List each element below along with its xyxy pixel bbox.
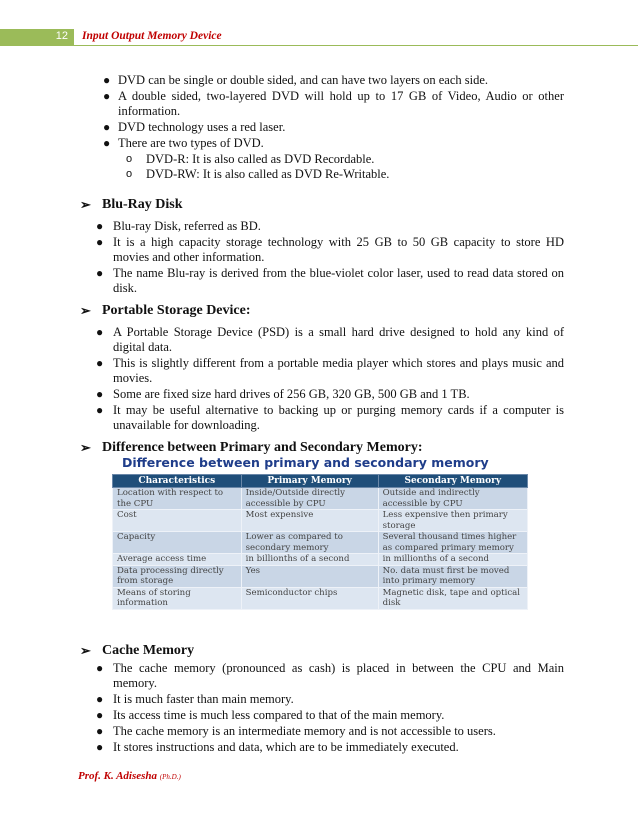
table-cell: Location with respect to the CPU	[113, 488, 242, 510]
table-title: Difference between primary and secondary memory	[122, 455, 489, 470]
list-item: ● The cache memory is an intermediate memory and is not accessible to users.	[96, 724, 496, 738]
table-cell: Data processing directly from storage	[113, 565, 242, 587]
arrow-bullet-icon: ➢	[80, 643, 91, 658]
bullet-icon: ●	[96, 387, 104, 401]
footer-suffix: (Ph.D.)	[159, 773, 181, 781]
column-header: Secondary Memory	[378, 475, 527, 488]
list-item: ● Blu-ray Disk, referred as BD.	[96, 219, 261, 233]
table-header-row	[113, 475, 528, 488]
list-item: ● Its access time is much less compared to that of the main memory.	[96, 708, 445, 722]
circle-bullet-icon: o	[126, 153, 133, 165]
table-cell: Capacity	[113, 532, 242, 554]
list-item: ● It stores instructions and data, which are to be immediately executed.	[96, 740, 459, 754]
list-item: ● The name Blu-ray is derived from the blue-violet color laser, used to read data stored on disk.	[96, 266, 564, 295]
bullet-icon: ●	[103, 89, 111, 103]
list-item: ● There are two types of DVD.	[103, 136, 264, 150]
psd-bullet-list	[96, 325, 564, 434]
bullet-icon: ●	[96, 356, 104, 370]
page-footer	[78, 770, 181, 782]
table-row	[113, 510, 528, 532]
list-item: ● The cache memory (pronounced as cash) is placed in between the CPU and Main memory.	[96, 661, 564, 690]
table-cell: Magnetic disk, tape and optical disk	[378, 587, 527, 609]
page-number: 12	[55, 30, 68, 42]
page-header-title: Input Output Memory Device	[82, 30, 222, 42]
list-item: ● A Portable Storage Device (PSD) is a small hard drive designed to hold any kind of digital data.	[96, 325, 564, 354]
circle-bullet-icon: o	[126, 168, 133, 180]
list-item: ● Some are fixed size hard drives of 256 GB, 320 GB, 500 GB and 1 TB.	[96, 387, 470, 401]
column-header: Primary Memory	[241, 475, 378, 488]
header-rule	[74, 45, 638, 46]
table-row	[113, 532, 528, 554]
bullet-icon: ●	[96, 692, 104, 706]
dvd-bullet-list	[103, 73, 564, 182]
bullet-icon: ●	[103, 73, 111, 87]
table-row	[113, 488, 528, 510]
list-item: ● It is a high capacity storage technology with 25 GB to 50 GB capacity to store HD movies and other information.	[96, 235, 564, 264]
column-header: Characteristics	[113, 475, 242, 488]
arrow-bullet-icon: ➢	[80, 440, 91, 455]
list-item: ● This is slightly different from a portable media player which stores and plays music and movies.	[96, 356, 564, 385]
bullet-icon: ●	[96, 724, 104, 738]
table-cell: Semiconductor chips	[241, 587, 378, 609]
table-cell: Lower as compared to secondary memory	[241, 532, 378, 554]
table-cell: Most expensive	[241, 510, 378, 532]
table-row	[113, 554, 528, 566]
table-row	[113, 587, 528, 609]
table-cell: Average access time	[113, 554, 242, 566]
comparison-table	[112, 474, 528, 610]
bullet-icon: ●	[96, 266, 104, 280]
table-cell: Yes	[241, 565, 378, 587]
bullet-icon: ●	[96, 740, 104, 754]
table-cell: Inside/Outside directly accessible by CPU	[241, 488, 378, 510]
cache-bullet-list	[96, 661, 564, 756]
bluray-bullet-list	[96, 219, 564, 297]
table-cell: Outside and indirectly accessible by CPU	[378, 488, 527, 510]
table-row	[113, 565, 528, 587]
arrow-bullet-icon: ➢	[80, 197, 91, 212]
footer-author: Prof. K. Adisesha	[78, 770, 158, 782]
comparison-table-figure	[112, 455, 528, 623]
bullet-icon: ●	[96, 219, 104, 233]
table-cell: Several thousand times higher as compared primary memory	[378, 532, 527, 554]
bullet-icon: ●	[96, 708, 104, 722]
table-cell: in billionths of a second	[241, 554, 378, 566]
table-cell: Cost	[113, 510, 242, 532]
sub-list-item: o DVD-R: It is also called as DVD Recordable.	[126, 152, 375, 166]
arrow-bullet-icon: ➢	[80, 303, 91, 318]
bullet-icon: ●	[96, 661, 104, 675]
page-number-tab	[0, 29, 74, 46]
table-cell: in millionths of a second	[378, 554, 527, 566]
table-cell: Less expensive then primary storage	[378, 510, 527, 532]
table-cell: No. data must first be moved into primary memory	[378, 565, 527, 587]
bullet-icon: ●	[103, 136, 111, 150]
bullet-icon: ●	[96, 403, 104, 417]
bullet-icon: ●	[103, 120, 111, 134]
list-item: ● It is much faster than main memory.	[96, 692, 294, 706]
sub-list-item: o DVD-RW: It is also called as DVD Re-Writable.	[126, 167, 390, 181]
bullet-icon: ●	[96, 235, 104, 249]
list-item: ● A double sided, two-layered DVD will hold up to 17 GB of Video, Audio or other information.	[103, 89, 564, 118]
list-item: ● It may be useful alternative to backing up or purging memory cards if a computer is unavailable for downloading.	[96, 403, 564, 432]
list-item: ● DVD can be single or double sided, and can have two layers on each side.	[103, 73, 489, 87]
bullet-icon: ●	[96, 325, 104, 339]
table-cell: Means of storing information	[113, 587, 242, 609]
list-item: ● DVD technology uses a red laser.	[103, 120, 286, 134]
